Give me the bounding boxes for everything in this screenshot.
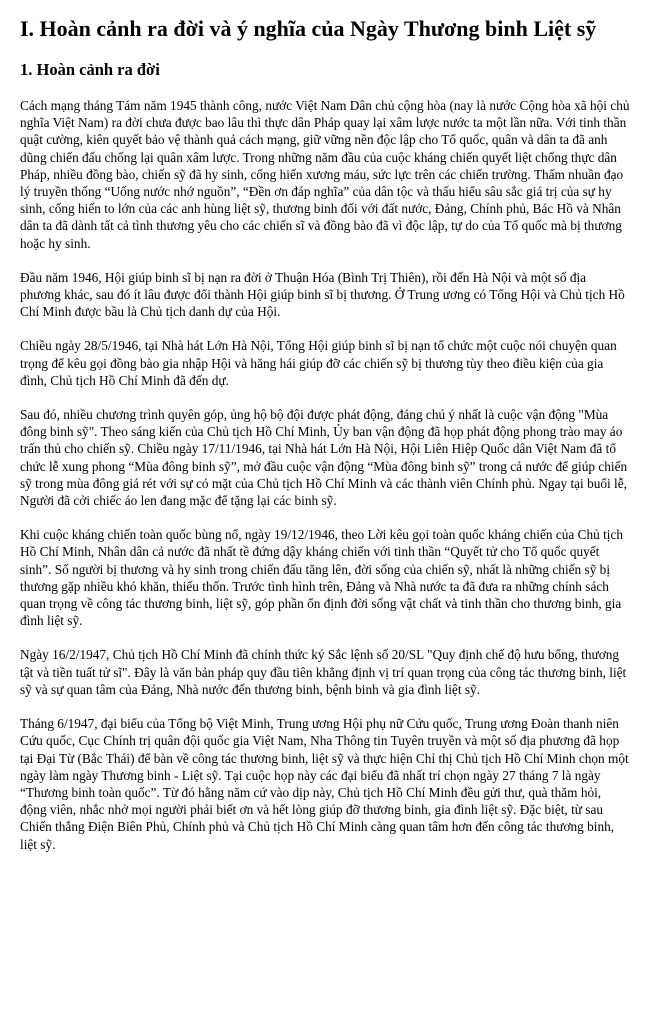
document-heading: I. Hoàn cảnh ra đời và ý nghĩa của Ngày Thương binh Liệt sỹ xyxy=(20,16,597,41)
paragraph-winter-campaign: Sau đó, nhiều chương trình quyên góp, ủng hộ bộ đội được phát động, đáng chú ý nhất là cuộc vận động "Mùa đông binh sỹ". Theo sáng kiến của Chủ tịch Hồ Chí Minh, Ủy ban vận động đã họp phát động phong trào may áo trấn thủ cho chiến sỹ. Chiều ngày 17/11/1946, tại Nhà hát Lớn Hà Nội, Hội Liên Hiệp Quốc dân Việt Nam đã tổ chức lễ xung phong “Mùa đông binh sỹ”, mở đầu cuộc vận động “Mùa đông binh sỹ” trong cả nước để giúp chiến sỹ trong mùa đông giá rét với sự có mặt của Chủ tịch Hồ Chí Minh và các thành viên Chính phủ. Ngay tại buổi lễ, Người đã cởi chiếc áo len đang mặc để tặng lại các binh sỹ. xyxy=(20,407,628,509)
section-subheading: 1. Hoàn cảnh ra đời xyxy=(20,60,160,79)
paragraph-decree-20-sl: Ngày 16/2/1947, Chủ tịch Hồ Chí Minh đã chính thức ký Sắc lệnh số 20/SL "Quy định chế độ hưu bổng, thương tật và tiền tuất tử sĩ". Đây là văn bản pháp quy đầu tiên khẳng định vị trí quan trọng của công tác thương binh, liệt sỹ và sự quan tâm của Đảng, Nhà nước đến thương binh, bệnh binh và gia đình liệt sỹ. xyxy=(20,647,627,697)
paragraph-context: Cách mạng tháng Tám năm 1945 thành công, nước Việt Nam Dân chủ cộng hòa (nay là nước Cộng hòa xã hội chủ nghĩa Việt Nam) ra đời chưa được bao lâu thì thực dân Pháp quay lại xâm lược nước ta một lần nữa. Với tinh thần quật cường, kiên quyết bảo vệ thành quả cách mạng, giữ vững nền độc lập cho Tổ quốc, quân và dân ta đã anh dũng chiến đấu chống lại quân xâm lược. Trong những năm đầu của cuộc kháng chiến quyết liệt chống thực dân Pháp, nhiều đồng bào, chiến sỹ đã hy sinh, cống hiến xương máu, sức lực trên các chiến trường. Thấm nhuần đạo lý truyền thống “Uống nước nhớ nguồn”, “Đền ơn đáp nghĩa” của dân tộc và thấu hiểu sâu sắc giá trị của sự hy sinh, cống hiến to lớn của các anh hùng liệt sỹ, thương binh đối với đất nước, Đảng, Chính phủ, Bác Hồ và Nhân dân ta đã dành tất cả tình thương yêu cho các chiến sĩ và đồng bào đã vì độc lập, tự do của Tổ quốc mà bị thương hoặc hy sinh. xyxy=(20,98,630,251)
paragraph-nationwide-resistance: Khi cuộc kháng chiến toàn quốc bùng nổ, ngày 19/12/1946, theo Lời kêu gọi toàn quốc kháng chiến của Chủ tịch Hồ Chí Minh, Nhân dân cả nước đã nhất tề đứng dậy kháng chiến với tinh thần “Quyết tử cho Tổ quốc quyết sinh”. Số người bị thương và hy sinh trong chiến đấu tăng lên, đời sống của chiến sỹ, nhất là những chiến sỹ bị thương gặp nhiều khó khăn, thiếu thốn. Trước tình hình trên, Đảng và Nhà nước ta đã đưa ra những chính sách quan trọng về công tác thương binh, liệt sỹ, góp phần ổn định đời sống vật chất và tinh thần cho thương binh, gia đình liệt sỹ. xyxy=(20,527,624,629)
paragraph-dai-tu-meeting: Tháng 6/1947, đại biểu của Tổng bộ Việt Minh, Trung ương Hội phụ nữ Cứu quốc, Trung ương Đoàn thanh niên Cứu quốc, Cục Chính trị quân đội quốc gia Việt Nam, Nha Thông tin Tuyên truyền và một số địa phương đã họp tại Đại Từ (Bắc Thái) để bàn về công tác thương binh, liệt sỹ và thực hiện Chỉ thị Chủ tịch Hồ Chí Minh chọn một ngày làm ngày Thương binh - Liệt sỹ. Tại cuộc họp này các đại biểu đã nhất trí chọn ngày 27 tháng 7 là ngày “Thương binh toàn quốc”. Từ đó hằng năm cứ vào dịp này, Chủ tịch Hồ Chí Minh đều gửi thư, quà thăm hỏi, động viên, nhắc nhở mọi người phải biết ơn và hết lòng giúp đỡ thương binh, gia đình liệt sỹ. Đặc biệt, từ sau Chiến thắng Điện Biên Phủ, Chính phủ và Chủ tịch Hồ Chí Minh càng quan tâm hơn đến công tác thương binh, liệt sỹ. xyxy=(20,716,629,852)
paragraph-1946-association: Đầu năm 1946, Hội giúp binh sĩ bị nạn ra đời ở Thuận Hóa (Bình Trị Thiên), rồi đến Hà Nội và một số địa phương khác, sau đó ít lâu được đổi thành Hội giúp binh sĩ bị thương. Ở Trung ương có Tổng Hội và Chủ tịch Hồ Chí Minh được bầu là Chủ tịch danh dự của Hội. xyxy=(20,269,625,320)
paragraph-opera-house-talk: Chiều ngày 28/5/1946, tại Nhà hát Lớn Hà Nội, Tổng Hội giúp binh sĩ bị nạn tổ chức một cuộc nói chuyện quan trọng để kêu gọi đồng bào gia nhập Hội và hăng hái giúp đỡ các chiến sỹ bị thương tùy theo điều kiện của gia đình, Chủ tịch Hồ Chí Minh đã đến dự. xyxy=(20,338,617,388)
